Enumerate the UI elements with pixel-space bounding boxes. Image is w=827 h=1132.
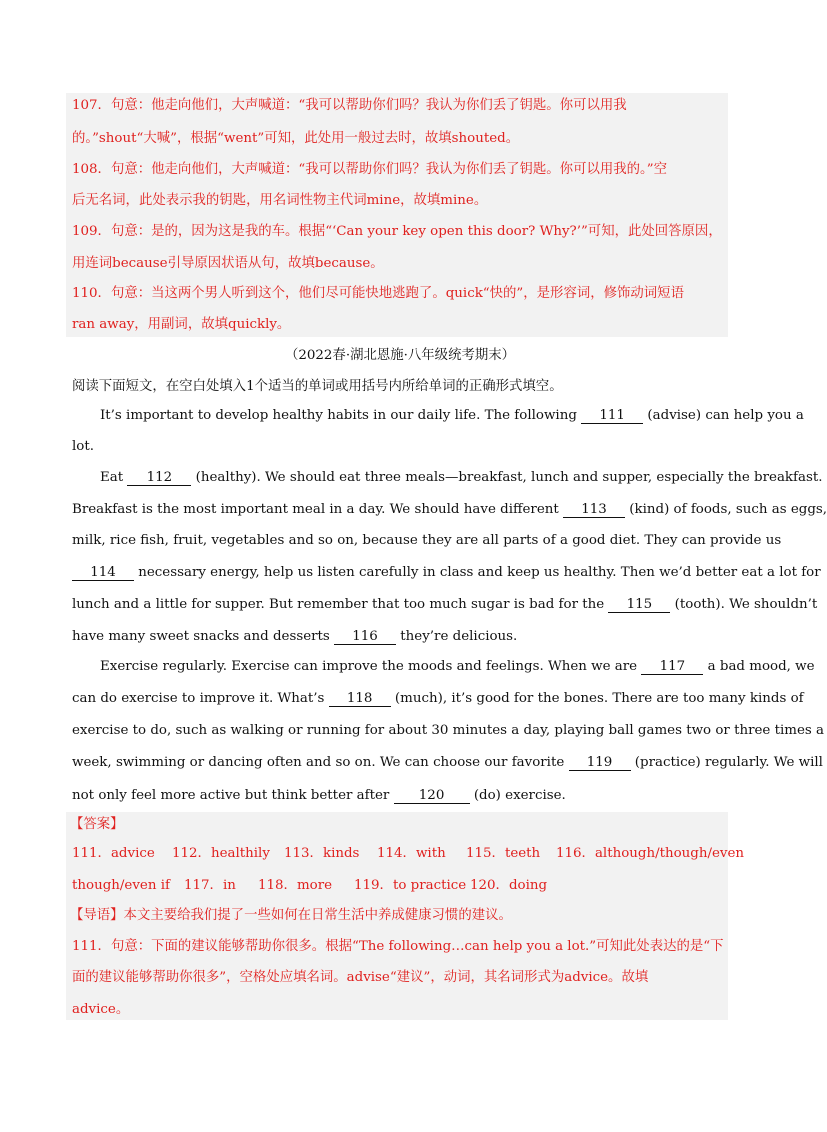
blank-111: 111 [581,409,643,424]
answers-row-1 [72,844,745,864]
passage-line-8: have many sweet snacks and desserts 116 they’re delicious. [72,629,518,644]
answer-113: 113．kinds [284,846,360,861]
passage-line-9: Exercise regularly. Exercise can improve the moods and feelings. When we are 117 a bad mood, we [100,659,815,674]
answer-111: 111．advice [72,846,155,861]
passage-line-11: exercise to do, such as walking or running for about 30 minutes a day, playing ball games two or three times a [72,723,824,738]
explanation-111-line2: 面的建议能够帮助你很多”，空格处应填名词。advise“建议”，动词，其名词形式为advice。故填 [72,970,649,985]
explanation-109-line2: 用连词because引导原因状语从句，故填because。 [72,256,384,271]
blank-115: 115 [608,598,670,613]
passage-line-6: 114 necessary energy, help us listen carefully in class and keep us healthy. Then we’d better eat a lot for [72,563,821,583]
answer-116: 116．although/though/even [556,846,745,861]
passage-line-4: Breakfast is the most important meal in a day. We should have different 113 (kind) of foods, such as eggs, [72,502,827,517]
explanation-111-line3: advice。 [72,1002,130,1017]
passage-line-10: can do exercise to improve it. What’s 118 (much), it’s good for the bones. There are too many kinds of [72,691,804,706]
answers-row-2 [72,876,728,896]
explanation-107-line2: 的。”shout“大喊”，根据“went”可知，此处用一般过去时，故填shouted。 [72,131,520,146]
explanation-109-line1: 109．句意：是的，因为这是我的车。根据“‘Can your key open this door? Why?’”可知，此处回答原因， [72,224,722,239]
blank-119: 119 [569,756,631,771]
passage-line-3: Eat 112 (healthy). We should eat three meals—breakfast, lunch and supper, especially the breakfast. [100,470,823,485]
answer-119: 119．to practice [354,878,467,893]
answer-heading: 【答案】 [70,817,124,832]
answer-117: 117．in [184,878,236,893]
explanation-108-line1: 108．句意：他走向他们，大声喊道：“我可以帮助你们吗？我认为你们丢了钥匙。你可以用我的。”空 [72,162,667,177]
explanation-108-line2: 后无名词，此处表示我的钥匙，用名词性物主代词mine，故填mine。 [72,193,488,208]
explanation-110-line1: 110．句意：当这两个男人听到这个，他们尽可能快地逃跑了。quick“快的”，是形容词，修饰动词短语 [72,286,684,301]
explanation-111-line1: 111．句意：下面的建议能够帮助你很多。根据“The following…can help you a lot.”可知此处表达的是“下 [72,939,724,954]
explanation-107-line1: 107．句意：他走向他们，大声喊道：“我可以帮助你们吗？我认为你们丢了钥匙。你可以用我 [72,98,627,113]
blank-114: 114 [72,566,134,581]
passage-line-2: lot. [72,439,94,454]
answer-116-cont: though/even if [72,878,170,893]
explanation-110-line2: ran away，用副词，故填quickly。 [72,317,291,332]
passage-line-7: lunch and a little for supper. But remember that too much sugar is bad for the 115 (tooth). We shouldn’t [72,597,818,612]
guide-text: 【导语】本文主要给我们提了一些如何在日常生活中养成健康习惯的建议。 [70,908,512,923]
blank-120: 120 [394,789,470,804]
blank-113: 113 [563,503,625,518]
answer-118: 118．more [258,878,333,893]
blank-117: 117 [641,660,703,675]
passage-line-12: week, swimming or dancing often and so on. We can choose our favorite 119 (practice) regularly. We will [72,755,823,770]
answer-120: 120．doing [470,878,548,893]
blank-112: 112 [127,471,191,486]
passage-line-1: It’s important to develop healthy habits in our daily life. The following 111 (advise) can help you a [100,408,804,423]
answer-112: 112．healthily [172,846,270,861]
source-label: （2022春·湖北恩施·八年级统考期末） [284,348,516,363]
instruction: 阅读下面短文，在空白处填入1个适当的单词或用括号内所给单词的正确形式填空。 [72,379,563,394]
answer-114: 114．with [377,846,446,861]
passage-line-13: not only feel more active but think better after 120 (do) exercise. [72,788,566,803]
blank-118: 118 [329,692,391,707]
blank-116: 116 [334,630,396,645]
passage-line-5: milk, rice fish, fruit, vegetables and so on, because they are all parts of a good diet. They can provide us [72,533,782,548]
answer-115: 115．teeth [466,846,541,861]
